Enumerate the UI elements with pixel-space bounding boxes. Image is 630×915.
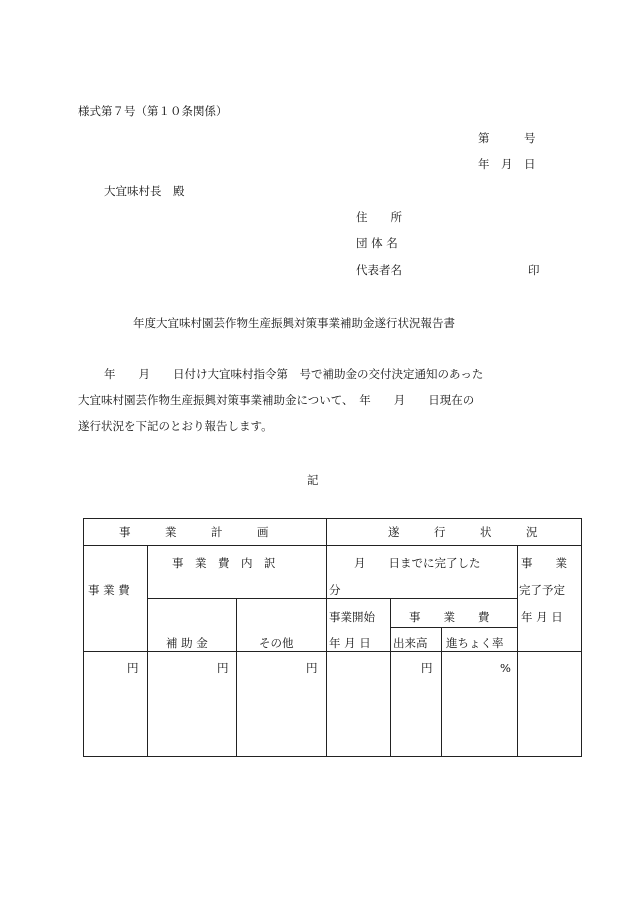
seal-mark: 印: [528, 263, 540, 277]
progress-rate-header: 進ちょく率: [446, 636, 504, 650]
completed-to-suffix: 分: [329, 583, 341, 597]
status-header: 遂 行 状 況: [388, 525, 538, 539]
table-divider: [441, 627, 442, 756]
representative-label: 代表者名: [356, 263, 402, 277]
plan-header: 事 業 計 画: [119, 525, 269, 539]
table-divider: [326, 518, 327, 756]
body-line-1: 年 月 日付け大宜味村指令第 号で補助金の交付決定通知のあった: [104, 367, 484, 381]
unit-percent-progress: %: [500, 661, 511, 675]
table-border-bottom: [83, 756, 582, 757]
subsidy-header: 補 助 金: [166, 636, 208, 650]
form-number-label: 様式第７号（第１０条関係）: [78, 104, 228, 118]
table-rule: [326, 598, 517, 599]
body-line-3: 遂行状況を下記のとおり報告します。: [78, 419, 273, 433]
table-rule: [83, 545, 582, 546]
output-header: 出来高: [393, 636, 428, 650]
other-header: その他: [259, 636, 294, 650]
ki-marker: 記: [307, 473, 319, 487]
unit-yen-subsidy: 円: [217, 661, 229, 675]
table-divider: [147, 545, 148, 756]
project-cost-header: 事 業 費: [88, 583, 130, 597]
addressee: 大宜味村長 殿: [104, 184, 185, 198]
document-title: 年度大宜味村園芸作物生産振興対策事業補助金遂行状況報告書: [133, 316, 455, 330]
group-name-label: 団 体 名: [356, 236, 398, 250]
address-label: 住 所: [356, 210, 402, 224]
table-border-right: [581, 518, 582, 756]
table-rule: [83, 651, 582, 652]
unit-yen-project-cost: 円: [127, 661, 139, 675]
start-date-header: 事業開始: [329, 610, 375, 624]
table-border-top: [83, 518, 582, 519]
unit-yen-output: 円: [421, 661, 433, 675]
document-date: 年 月 日: [478, 157, 536, 171]
table-border-left: [83, 518, 84, 756]
table-divider: [390, 598, 391, 756]
document-number: 第 号: [478, 131, 536, 145]
table-rule: [390, 627, 517, 628]
status-cost-header: 事 業 費: [409, 610, 490, 624]
table-divider: [236, 598, 237, 756]
start-date-subheader: 年 月 日: [329, 636, 371, 650]
cost-breakdown-header: 事 業 費 内 訳: [172, 556, 276, 570]
body-line-2: 大宜味村園芸作物生産振興対策事業補助金について、 年 月 日現在の: [78, 393, 475, 407]
table-divider: [517, 545, 518, 756]
completed-to-header: 月 日までに完了した: [354, 556, 481, 570]
scheduled-completion-date: 年 月 日: [521, 610, 563, 624]
unit-yen-other: 円: [306, 661, 318, 675]
scheduled-completion-header: 事 業: [521, 556, 567, 570]
scheduled-completion-header-2: 完了予定: [519, 583, 565, 597]
